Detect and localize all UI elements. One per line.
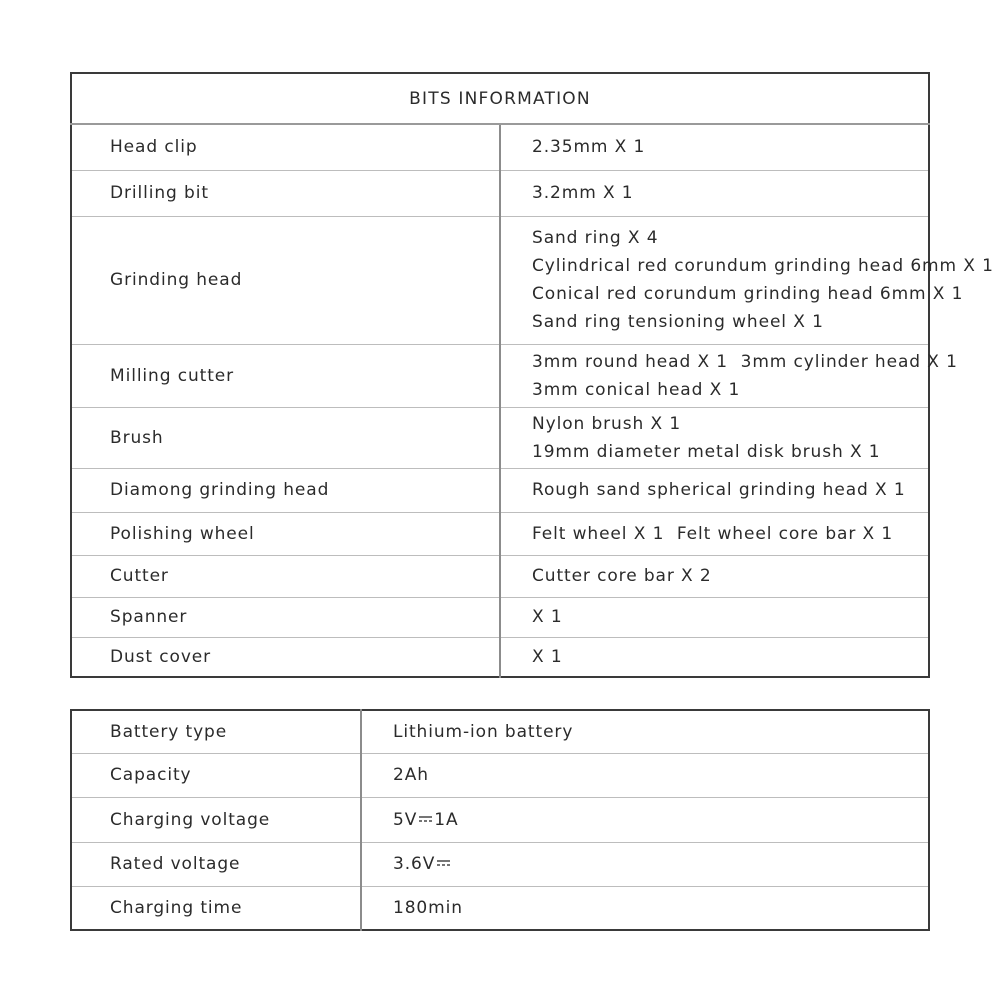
- value-line: 2.35mm X 1: [532, 137, 646, 158]
- row-value: [500, 170, 929, 216]
- table-row: [71, 468, 929, 512]
- row-value: 180min: [361, 886, 929, 930]
- bits-information-table: [70, 72, 994, 678]
- value-line: Conical red corundum grinding head 6mm X 1: [532, 284, 964, 304]
- table-row: [71, 555, 929, 597]
- table-row: [71, 512, 929, 555]
- row-label: Charging voltage: [71, 797, 361, 842]
- row-value: [500, 555, 929, 597]
- row-label: Head clip: [71, 124, 500, 170]
- value-part: 3.6V: [393, 854, 436, 874]
- table-row: [71, 170, 929, 216]
- table-row: [71, 124, 929, 170]
- row-label: Brush: [71, 407, 500, 468]
- battery-information-table: [70, 709, 930, 931]
- value-line: Felt wheel X 1 Felt wheel core bar X 1: [532, 523, 894, 544]
- row-label: Battery type: [71, 710, 361, 753]
- value-part: 5V: [393, 809, 418, 830]
- row-value: [500, 637, 929, 677]
- row-value: [500, 124, 929, 170]
- value-line: Sand ring X 4: [532, 228, 659, 248]
- table-row: [71, 344, 929, 407]
- table-row: [71, 797, 929, 842]
- table-row: [71, 407, 929, 468]
- row-value: [500, 407, 929, 468]
- value-line: Nylon brush X 1: [532, 413, 682, 434]
- table-row: [71, 886, 929, 930]
- row-label: Rated voltage: [71, 842, 361, 886]
- row-label: Grinding head: [71, 216, 500, 344]
- table-row: [71, 597, 929, 637]
- bits-title-row: [71, 73, 929, 124]
- dc-symbol-icon: [436, 858, 451, 868]
- value-line: Cylindrical red corundum grinding head 6mm X 1: [532, 256, 994, 276]
- row-value: [500, 468, 929, 512]
- row-label: Charging time: [71, 886, 361, 930]
- row-label: Drilling bit: [71, 170, 500, 216]
- value-line: Cutter core bar X 2: [532, 566, 712, 586]
- row-value: [361, 842, 929, 886]
- bits-table-title: BITS INFORMATION: [71, 73, 929, 124]
- row-label: Polishing wheel: [71, 512, 500, 555]
- table-row: [71, 216, 929, 344]
- table-row: [71, 842, 929, 886]
- value-part: 1A: [434, 809, 459, 830]
- value-line: X 1: [532, 607, 563, 627]
- value-line: 19mm diameter metal disk brush X 1: [532, 441, 881, 462]
- table-row: [71, 753, 929, 797]
- value-line: 3mm conical head X 1: [532, 379, 741, 400]
- value-line: X 1: [532, 646, 563, 667]
- row-value: [500, 216, 994, 344]
- row-value: [361, 797, 929, 842]
- table-row: [71, 637, 929, 677]
- row-label: Spanner: [71, 597, 500, 637]
- row-value: 2Ah: [361, 753, 929, 797]
- row-value: [500, 597, 929, 637]
- row-value: [500, 344, 958, 407]
- value-line: Rough sand spherical grinding head X 1: [532, 480, 906, 500]
- row-label: Capacity: [71, 753, 361, 797]
- row-label: Milling cutter: [71, 344, 500, 407]
- value-line: Sand ring tensioning wheel X 1: [532, 312, 824, 332]
- value-line: 3mm round head X 1 3mm cylinder head X 1: [532, 351, 958, 372]
- row-label: Diamong grinding head: [71, 468, 500, 512]
- table-row: [71, 710, 929, 753]
- dc-symbol-icon: [418, 814, 433, 824]
- row-value: [500, 512, 929, 555]
- row-value: Lithium-ion battery: [393, 721, 574, 742]
- value-line: 3.2mm X 1: [532, 183, 634, 203]
- row-label: Cutter: [71, 555, 500, 597]
- row-label: Dust cover: [71, 637, 500, 677]
